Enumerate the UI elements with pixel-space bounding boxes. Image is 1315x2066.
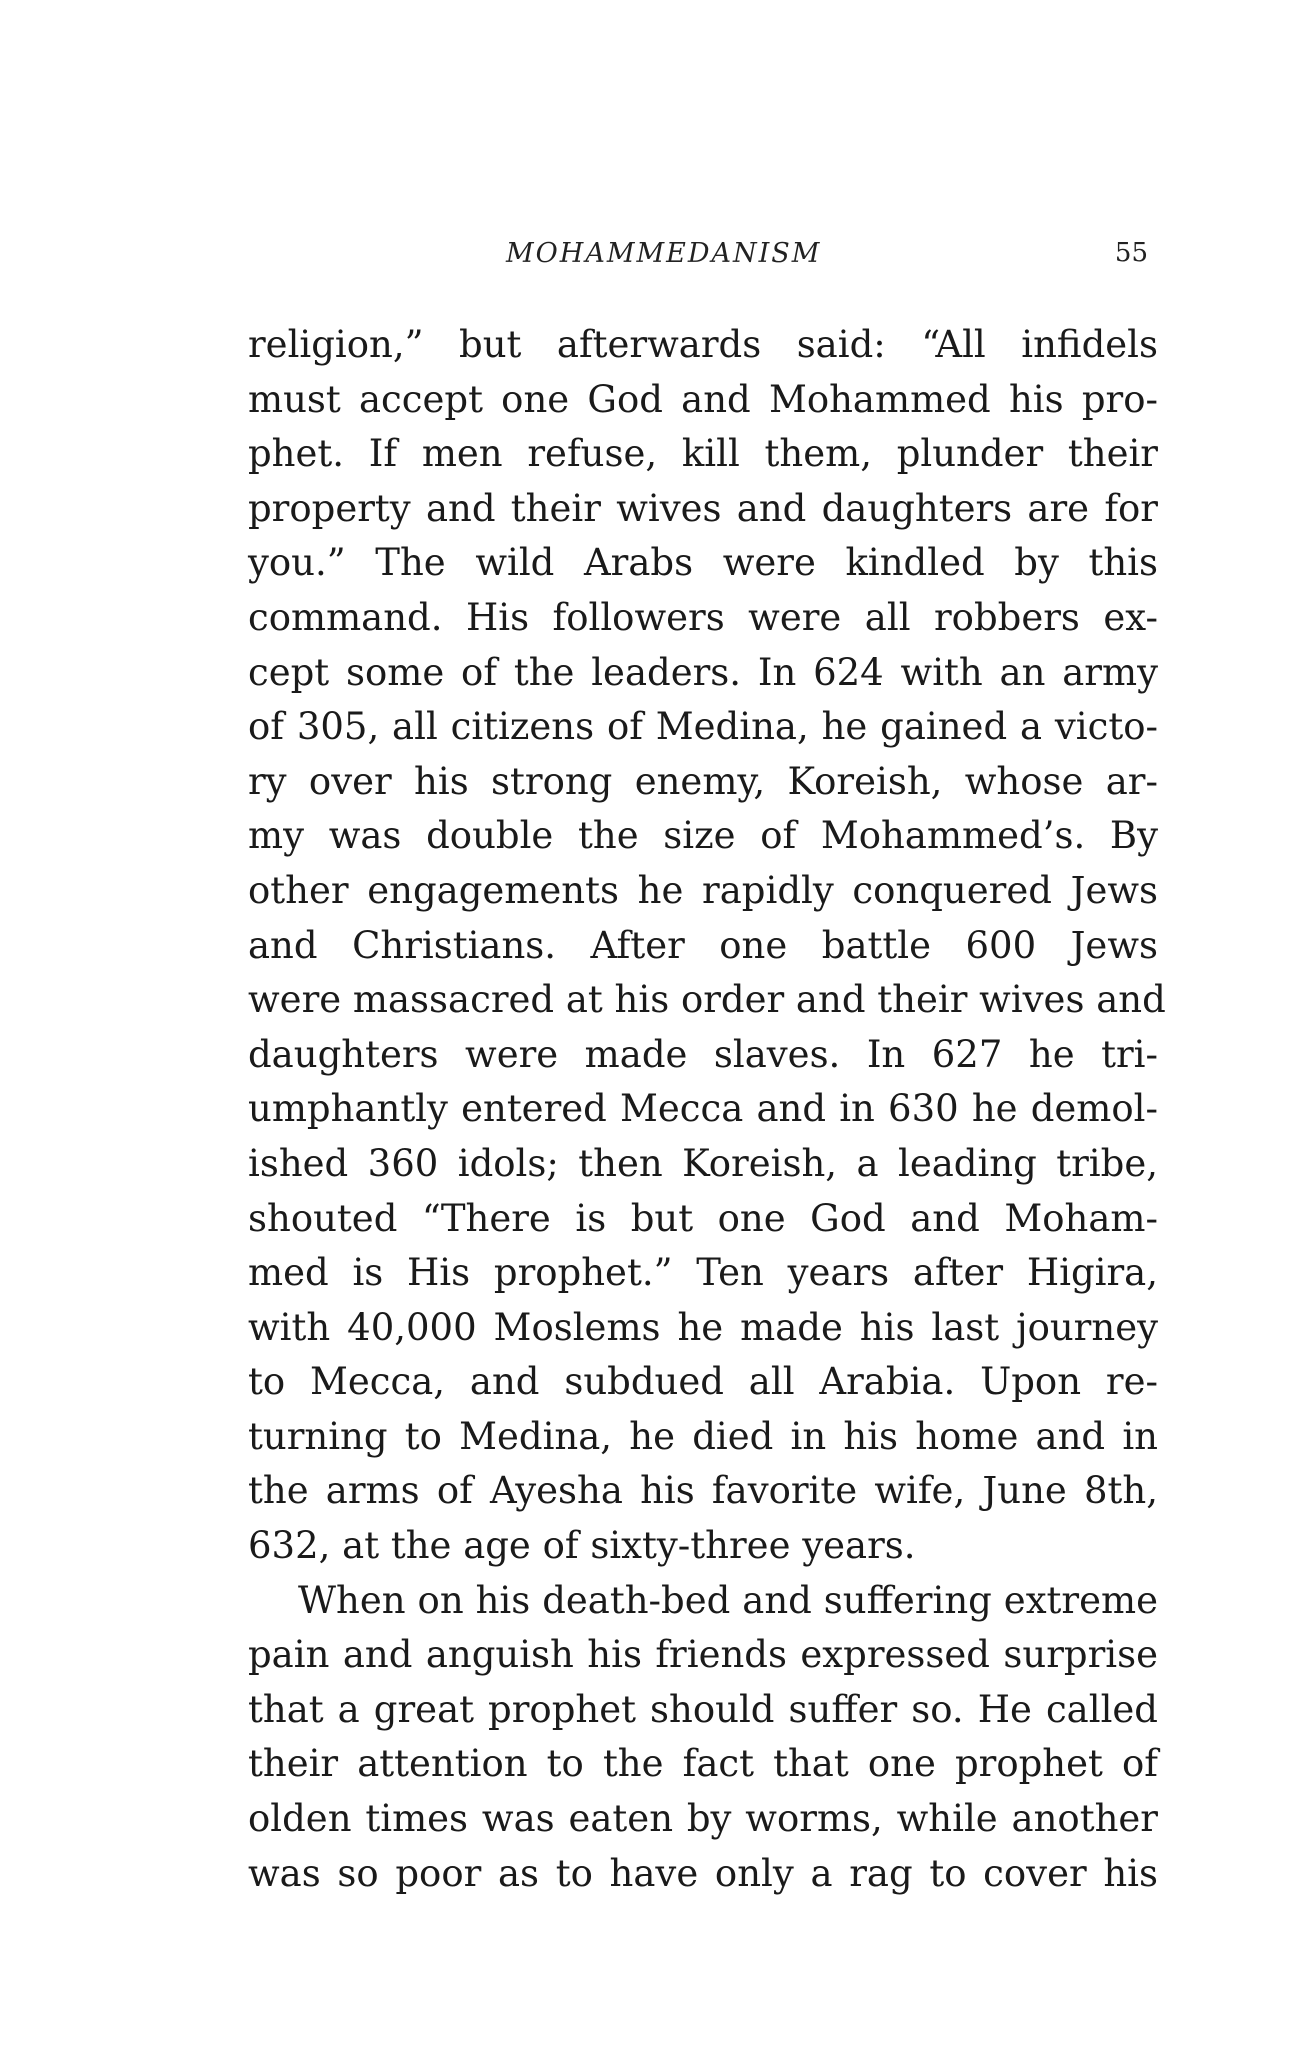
text-line: 632, at the age of sixty-three years.: [248, 1524, 916, 1568]
page-number: 55: [1114, 238, 1148, 268]
text-line: of 305, all citizens of Medina, he gained a victo-: [248, 705, 1158, 749]
text-line: their attention to the fact that one prophet of: [248, 1742, 1158, 1786]
text-line: you.” The wild Arabs were kindled by this: [248, 541, 1158, 585]
text-line: med is His prophet.” Ten years after Higira,: [248, 1251, 1158, 1295]
text-line: religion,” but afterwards said: “All infidels: [248, 323, 1158, 366]
text-line: phet. If men refuse, kill them, plunder their: [248, 432, 1158, 476]
text-line: must accept one God and Mohammed his pro-: [248, 377, 1158, 421]
text-line: was so poor as to have only a rag to cover his: [248, 1851, 1158, 1895]
text-line: with 40,000 Moslems he made his last journey: [248, 1305, 1158, 1349]
text-line: ished 360 idols; then Koreish, a leading tribe,: [248, 1141, 1158, 1185]
text-line: cept some of the leaders. In 624 with an army: [248, 650, 1158, 694]
text-line: When on his death-bed and suffering extreme: [298, 1578, 1158, 1622]
paragraph-2: [248, 1574, 1158, 1902]
text-line: other engagements he rapidly conquered Jews: [248, 868, 1158, 912]
paragraph-1: [248, 318, 1166, 1574]
chapter-title: MOHAMMEDANISM: [506, 238, 822, 269]
text-line: property and their wives and daughters are for: [248, 486, 1158, 530]
text-line: that a great prophet should suffer so. He called: [248, 1687, 1158, 1731]
text-line: were massacred at his order and their wives and: [248, 978, 1166, 1022]
text-line: turning to Medina, he died in his home and in: [248, 1414, 1158, 1458]
text-line: to Mecca, and subdued all Arabia. Upon re-: [248, 1360, 1158, 1404]
text-line: the arms of Ayesha his favorite wife, June 8th,: [248, 1469, 1158, 1513]
text-line: olden times was eaten by worms, while another: [248, 1797, 1158, 1841]
text-line: my was double the size of Mohammed’s. By: [248, 814, 1158, 858]
text-line: pain and anguish his friends expressed surprise: [248, 1633, 1158, 1677]
text-line: shouted “There is but one God and Moham-: [248, 1196, 1158, 1240]
running-head: [248, 238, 1148, 282]
text-line: ry over his strong enemy, Koreish, whose ar-: [248, 759, 1158, 803]
text-line: command. His followers were all robbers ex-: [248, 595, 1158, 639]
text-line: umphantly entered Mecca and in 630 he demol-: [248, 1087, 1158, 1131]
body-text: [248, 318, 1166, 1901]
text-line: daughters were made slaves. In 627 he tri-: [248, 1032, 1158, 1076]
text-line: and Christians. After one battle 600 Jews: [248, 923, 1158, 967]
